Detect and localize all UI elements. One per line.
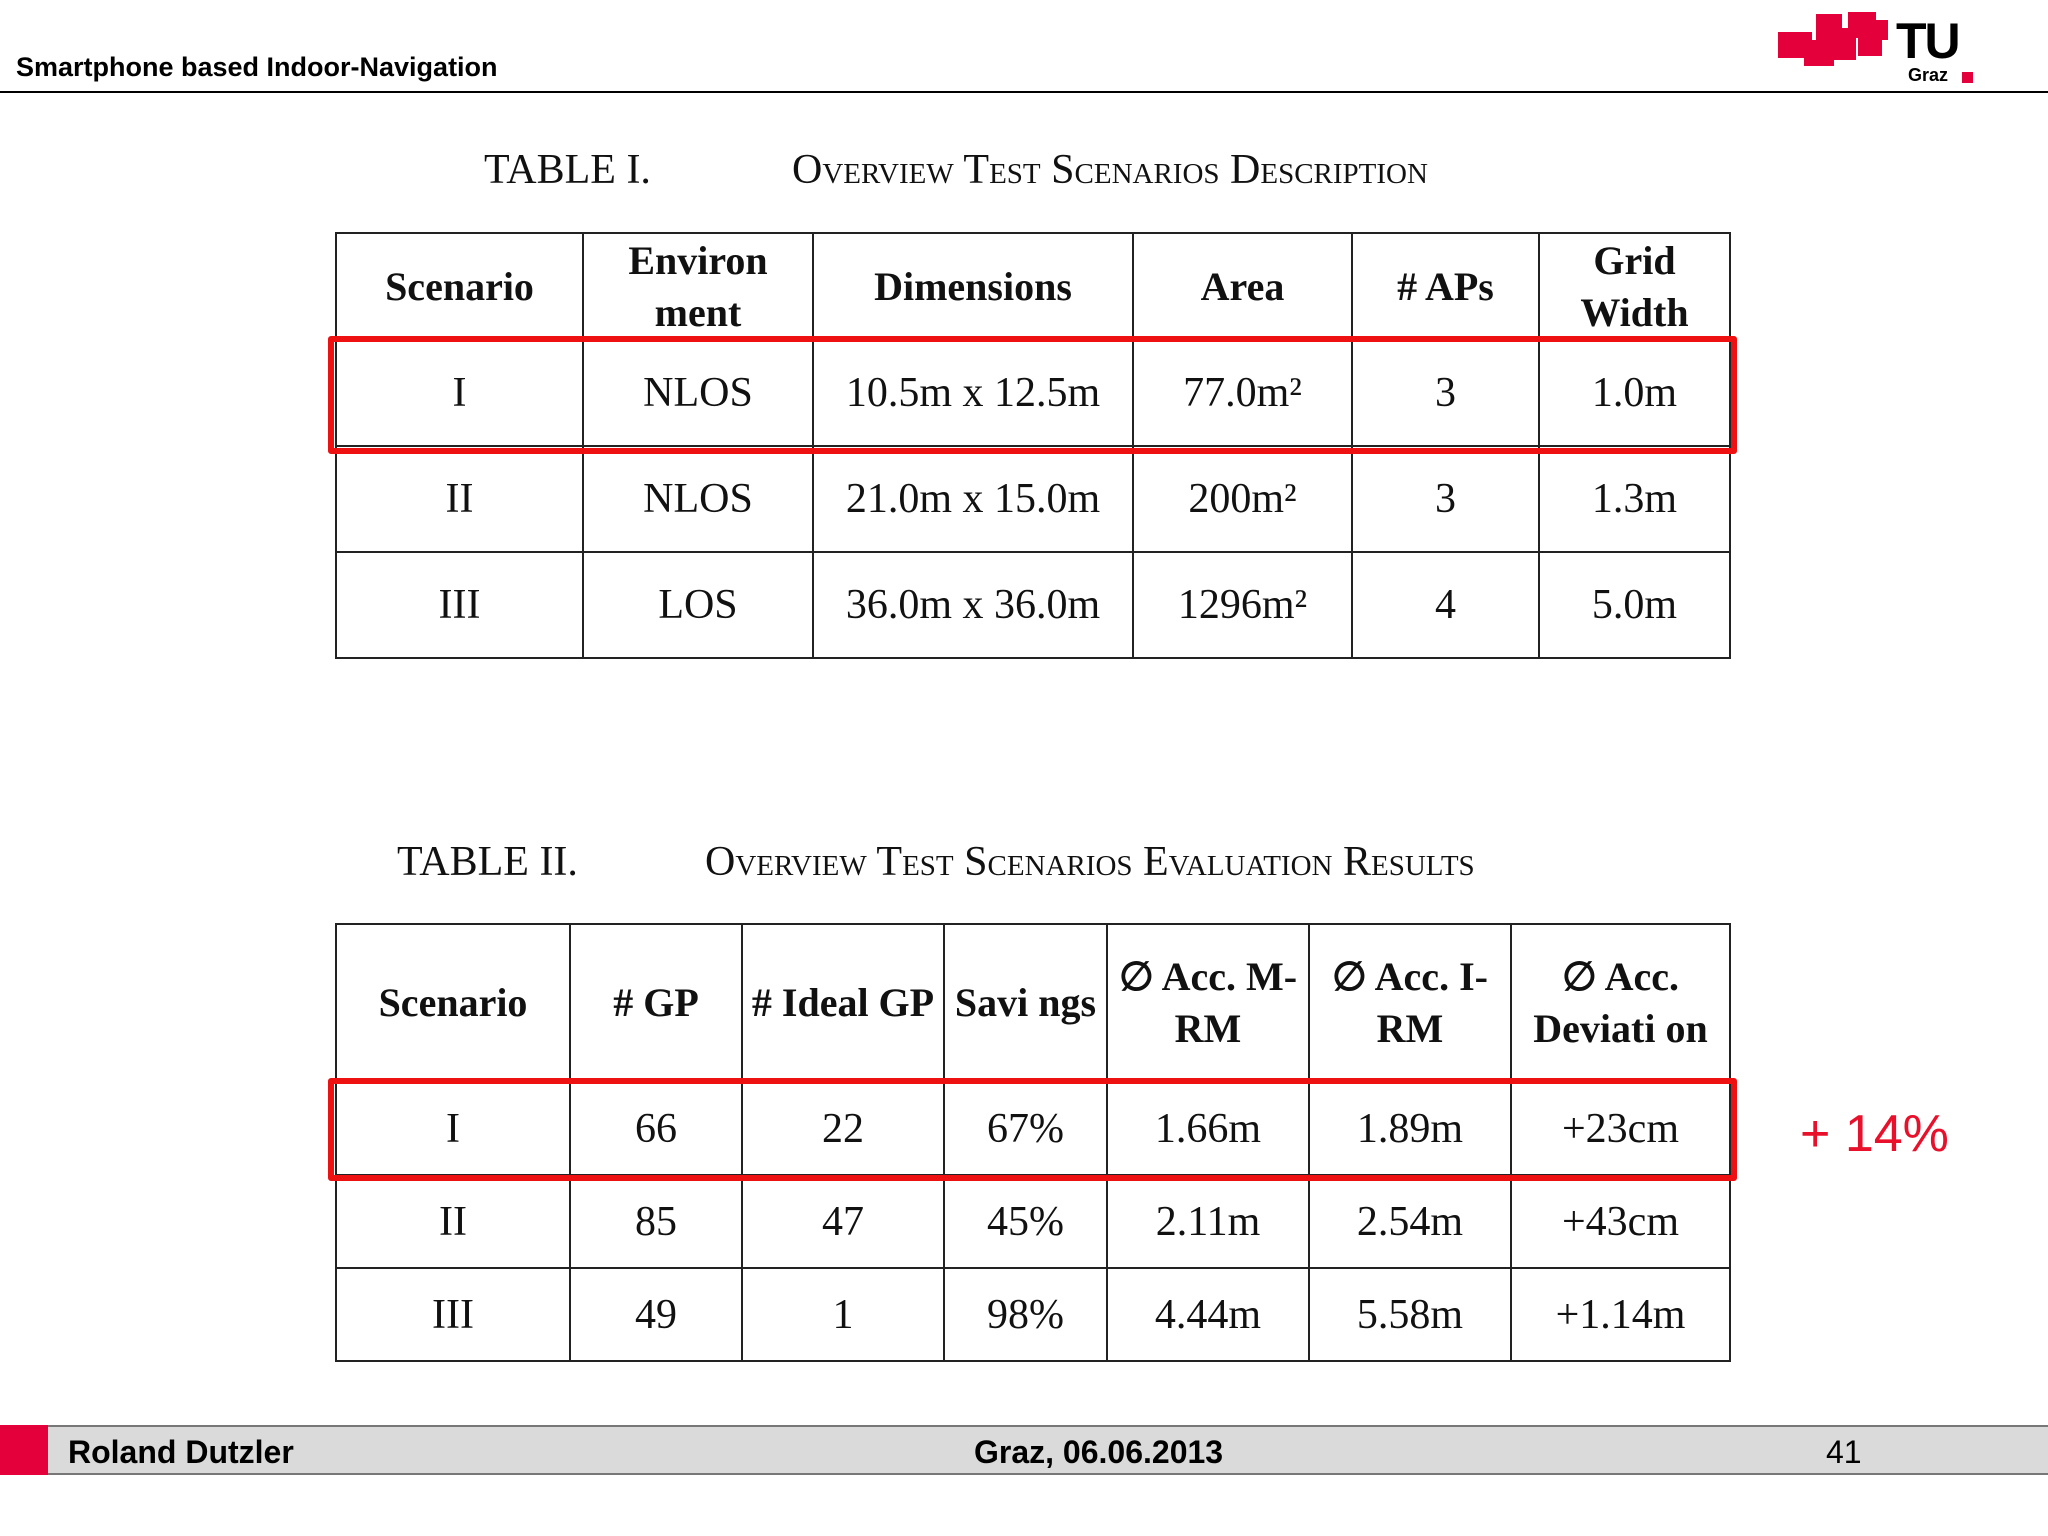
table-row — [336, 1175, 1730, 1268]
table-cell: 4 — [1352, 552, 1539, 658]
table1-caption-number: TABLE I. — [484, 147, 651, 193]
logo-subtext: Graz — [1908, 65, 1949, 85]
table-cell: 66 — [570, 1082, 742, 1175]
table2-caption-title: Overview Test Scenarios Evaluation Results — [705, 839, 1475, 885]
table-cell: I — [336, 340, 583, 446]
logo-dot — [1962, 72, 1973, 83]
table1-header-cell: Environ ment — [583, 233, 813, 340]
table-row — [336, 1268, 1730, 1361]
table-cell: 98% — [944, 1268, 1107, 1361]
table1-highlight-box — [328, 336, 1737, 454]
table-cell: 45% — [944, 1175, 1107, 1268]
improvement-annotation: + 14% — [1800, 1105, 1949, 1163]
table1-header-cell: # APs — [1352, 233, 1539, 340]
table2-header-cell: ∅ Acc. Deviati on — [1511, 924, 1730, 1082]
table-cell: 49 — [570, 1268, 742, 1361]
table-row — [336, 552, 1730, 658]
table-cell: NLOS — [583, 446, 813, 552]
table2-highlight-box — [328, 1078, 1737, 1181]
logo-text: TU — [1896, 13, 1959, 69]
table-cell: III — [336, 1268, 570, 1361]
table-cell: 4.44m — [1107, 1268, 1309, 1361]
footer-accent — [0, 1425, 48, 1475]
table-cell: 5.0m — [1539, 552, 1730, 658]
table2-caption-number: TABLE II. — [397, 839, 578, 885]
table-cell: 47 — [742, 1175, 944, 1268]
table-cell: 2.54m — [1309, 1175, 1511, 1268]
table1-header-cell: Grid Width — [1539, 233, 1730, 340]
table-cell: 5.58m — [1309, 1268, 1511, 1361]
footer-place-date: Graz, 06.06.2013 — [974, 1434, 1224, 1470]
table1-header-cell: Area — [1133, 233, 1352, 340]
table-cell: +43cm — [1511, 1175, 1730, 1268]
table-cell: II — [336, 446, 583, 552]
table-cell: 10.5m x 12.5m — [813, 340, 1133, 446]
table2-header-cell: # Ideal GP — [742, 924, 944, 1082]
footer-page-number: 41 — [1826, 1434, 1862, 1470]
table-cell: 1.89m — [1309, 1082, 1511, 1175]
table-cell: LOS — [583, 552, 813, 658]
table-cell: II — [336, 1175, 570, 1268]
table-cell: III — [336, 552, 583, 658]
table-cell: 1.3m — [1539, 446, 1730, 552]
table1-header-cell: Scenario — [336, 233, 583, 340]
table1-caption-title: Overview Test Scenarios Description — [792, 147, 1428, 193]
table-cell: 3 — [1352, 446, 1539, 552]
table-cell: 77.0m² — [1133, 340, 1352, 446]
table-cell: 1 — [742, 1268, 944, 1361]
table1-header-row — [336, 233, 1730, 340]
table2-header-cell: ∅ Acc. I- RM — [1309, 924, 1511, 1082]
table-cell: 21.0m x 15.0m — [813, 446, 1133, 552]
table-cell: 67% — [944, 1082, 1107, 1175]
table-cell: NLOS — [583, 340, 813, 446]
table-cell: 1.0m — [1539, 340, 1730, 446]
table2-header-cell: # GP — [570, 924, 742, 1082]
header-divider — [0, 91, 2048, 93]
table-cell: 36.0m x 36.0m — [813, 552, 1133, 658]
table-cell: +23cm — [1511, 1082, 1730, 1175]
table1-caption — [484, 146, 1428, 194]
table2-caption — [397, 838, 1475, 886]
table2-header-cell: ∅ Acc. M-RM — [1107, 924, 1309, 1082]
table1-header-cell: Dimensions — [813, 233, 1133, 340]
table2-header-cell: Scenario — [336, 924, 570, 1082]
table-cell: 1296m² — [1133, 552, 1352, 658]
table-cell: I — [336, 1082, 570, 1175]
table-cell: 1.66m — [1107, 1082, 1309, 1175]
table-cell: 200m² — [1133, 446, 1352, 552]
table2-header-cell: Savi ngs — [944, 924, 1107, 1082]
footer-author: Roland Dutzler — [68, 1434, 294, 1470]
table-cell: 3 — [1352, 340, 1539, 446]
table-cell: 2.11m — [1107, 1175, 1309, 1268]
table2-header-row — [336, 924, 1730, 1082]
table-cell: 22 — [742, 1082, 944, 1175]
table-row — [336, 446, 1730, 552]
table-cell: +1.14m — [1511, 1268, 1730, 1361]
table-cell: 85 — [570, 1175, 742, 1268]
slide-header-title: Smartphone based Indoor-Navigation — [16, 52, 498, 82]
